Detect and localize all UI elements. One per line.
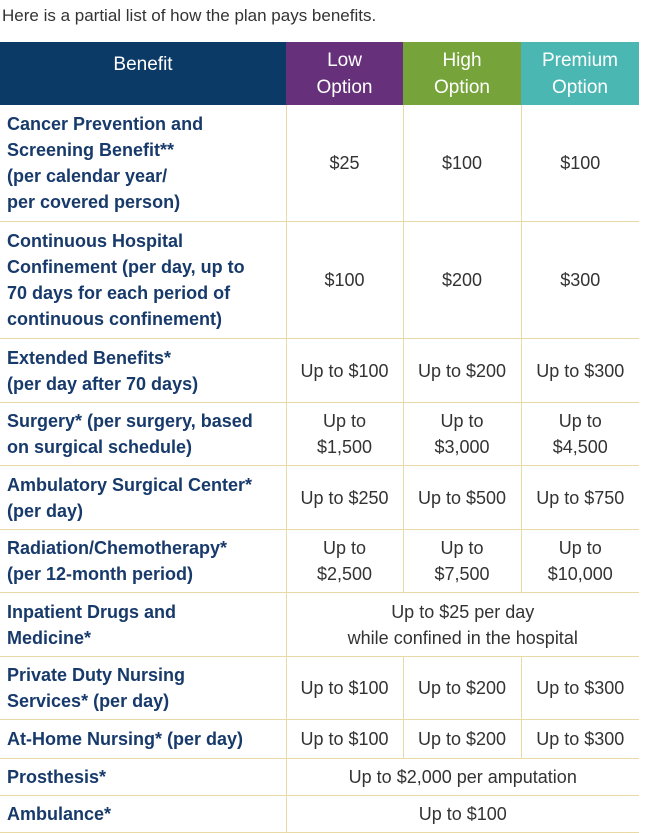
table-row: [0, 657, 639, 720]
merged-value: Up to $100: [286, 796, 639, 833]
merged-value: Up to $2,000 per amputation: [286, 759, 639, 796]
premium-option-value: $300: [521, 222, 639, 339]
low-option-value: Up to $100: [286, 720, 403, 759]
high-option-value: $200: [403, 222, 521, 339]
high-option-value: Up to $200: [403, 657, 521, 720]
low-option-value: $100: [286, 222, 403, 339]
low-option-value: $25: [286, 105, 403, 222]
low-option-value: Up to $100: [286, 339, 403, 403]
high-option-value: Up to $3,000: [403, 403, 521, 466]
benefit-label: Cancer Prevention and Screening Benefit** (per calendar year/ per covered person): [0, 105, 286, 222]
high-option-value: Up to $200: [403, 339, 521, 403]
table-row: [0, 105, 639, 222]
table-row: [0, 466, 639, 530]
premium-option-value: Up to $300: [521, 720, 639, 759]
benefit-label: Prosthesis*: [0, 759, 286, 796]
high-option-value: Up to $200: [403, 720, 521, 759]
premium-option-value: $100: [521, 105, 639, 222]
low-option-value: Up to $100: [286, 657, 403, 720]
merged-value: Up to $25 per day while confined in the hospital: [286, 593, 639, 657]
table-row: [0, 530, 639, 593]
table-row: [0, 339, 639, 403]
low-option-value: Up to $2,500: [286, 530, 403, 593]
table-row: [0, 759, 639, 796]
benefit-label: At-Home Nursing* (per day): [0, 720, 286, 759]
table-row: [0, 796, 639, 833]
benefits-table: [0, 42, 639, 833]
low-option-value: Up to $1,500: [286, 403, 403, 466]
premium-option-value: Up to $10,000: [521, 530, 639, 593]
low-option-value: Up to $250: [286, 466, 403, 530]
benefit-label: Ambulatory Surgical Center* (per day): [0, 466, 286, 530]
table-row: [0, 222, 639, 339]
intro-text: Here is a partial list of how the plan pays benefits.: [2, 6, 377, 25]
high-option-value: $100: [403, 105, 521, 222]
table-row: [0, 403, 639, 466]
header-high-option: High Option: [403, 42, 521, 105]
header-premium-option: Premium Option: [521, 42, 639, 105]
high-option-value: Up to $7,500: [403, 530, 521, 593]
benefit-label: Surgery* (per surgery, based on surgical schedule): [0, 403, 286, 466]
table-row: [0, 720, 639, 759]
high-option-value: Up to $500: [403, 466, 521, 530]
premium-option-value: Up to $4,500: [521, 403, 639, 466]
benefit-label: Private Duty Nursing Services* (per day): [0, 657, 286, 720]
benefit-label: Radiation/Chemotherapy* (per 12-month period): [0, 530, 286, 593]
table-header-row: [0, 42, 639, 105]
header-benefit: Benefit: [0, 42, 286, 105]
premium-option-value: Up to $750: [521, 466, 639, 530]
benefit-label: Inpatient Drugs and Medicine*: [0, 593, 286, 657]
premium-option-value: Up to $300: [521, 657, 639, 720]
benefit-label: Ambulance*: [0, 796, 286, 833]
benefit-label: Continuous Hospital Confinement (per day, up to 70 days for each period of continuous confinement): [0, 222, 286, 339]
premium-option-value: Up to $300: [521, 339, 639, 403]
header-low-option: Low Option: [286, 42, 403, 105]
table-row: [0, 593, 639, 657]
benefit-label: Extended Benefits* (per day after 70 days): [0, 339, 286, 403]
